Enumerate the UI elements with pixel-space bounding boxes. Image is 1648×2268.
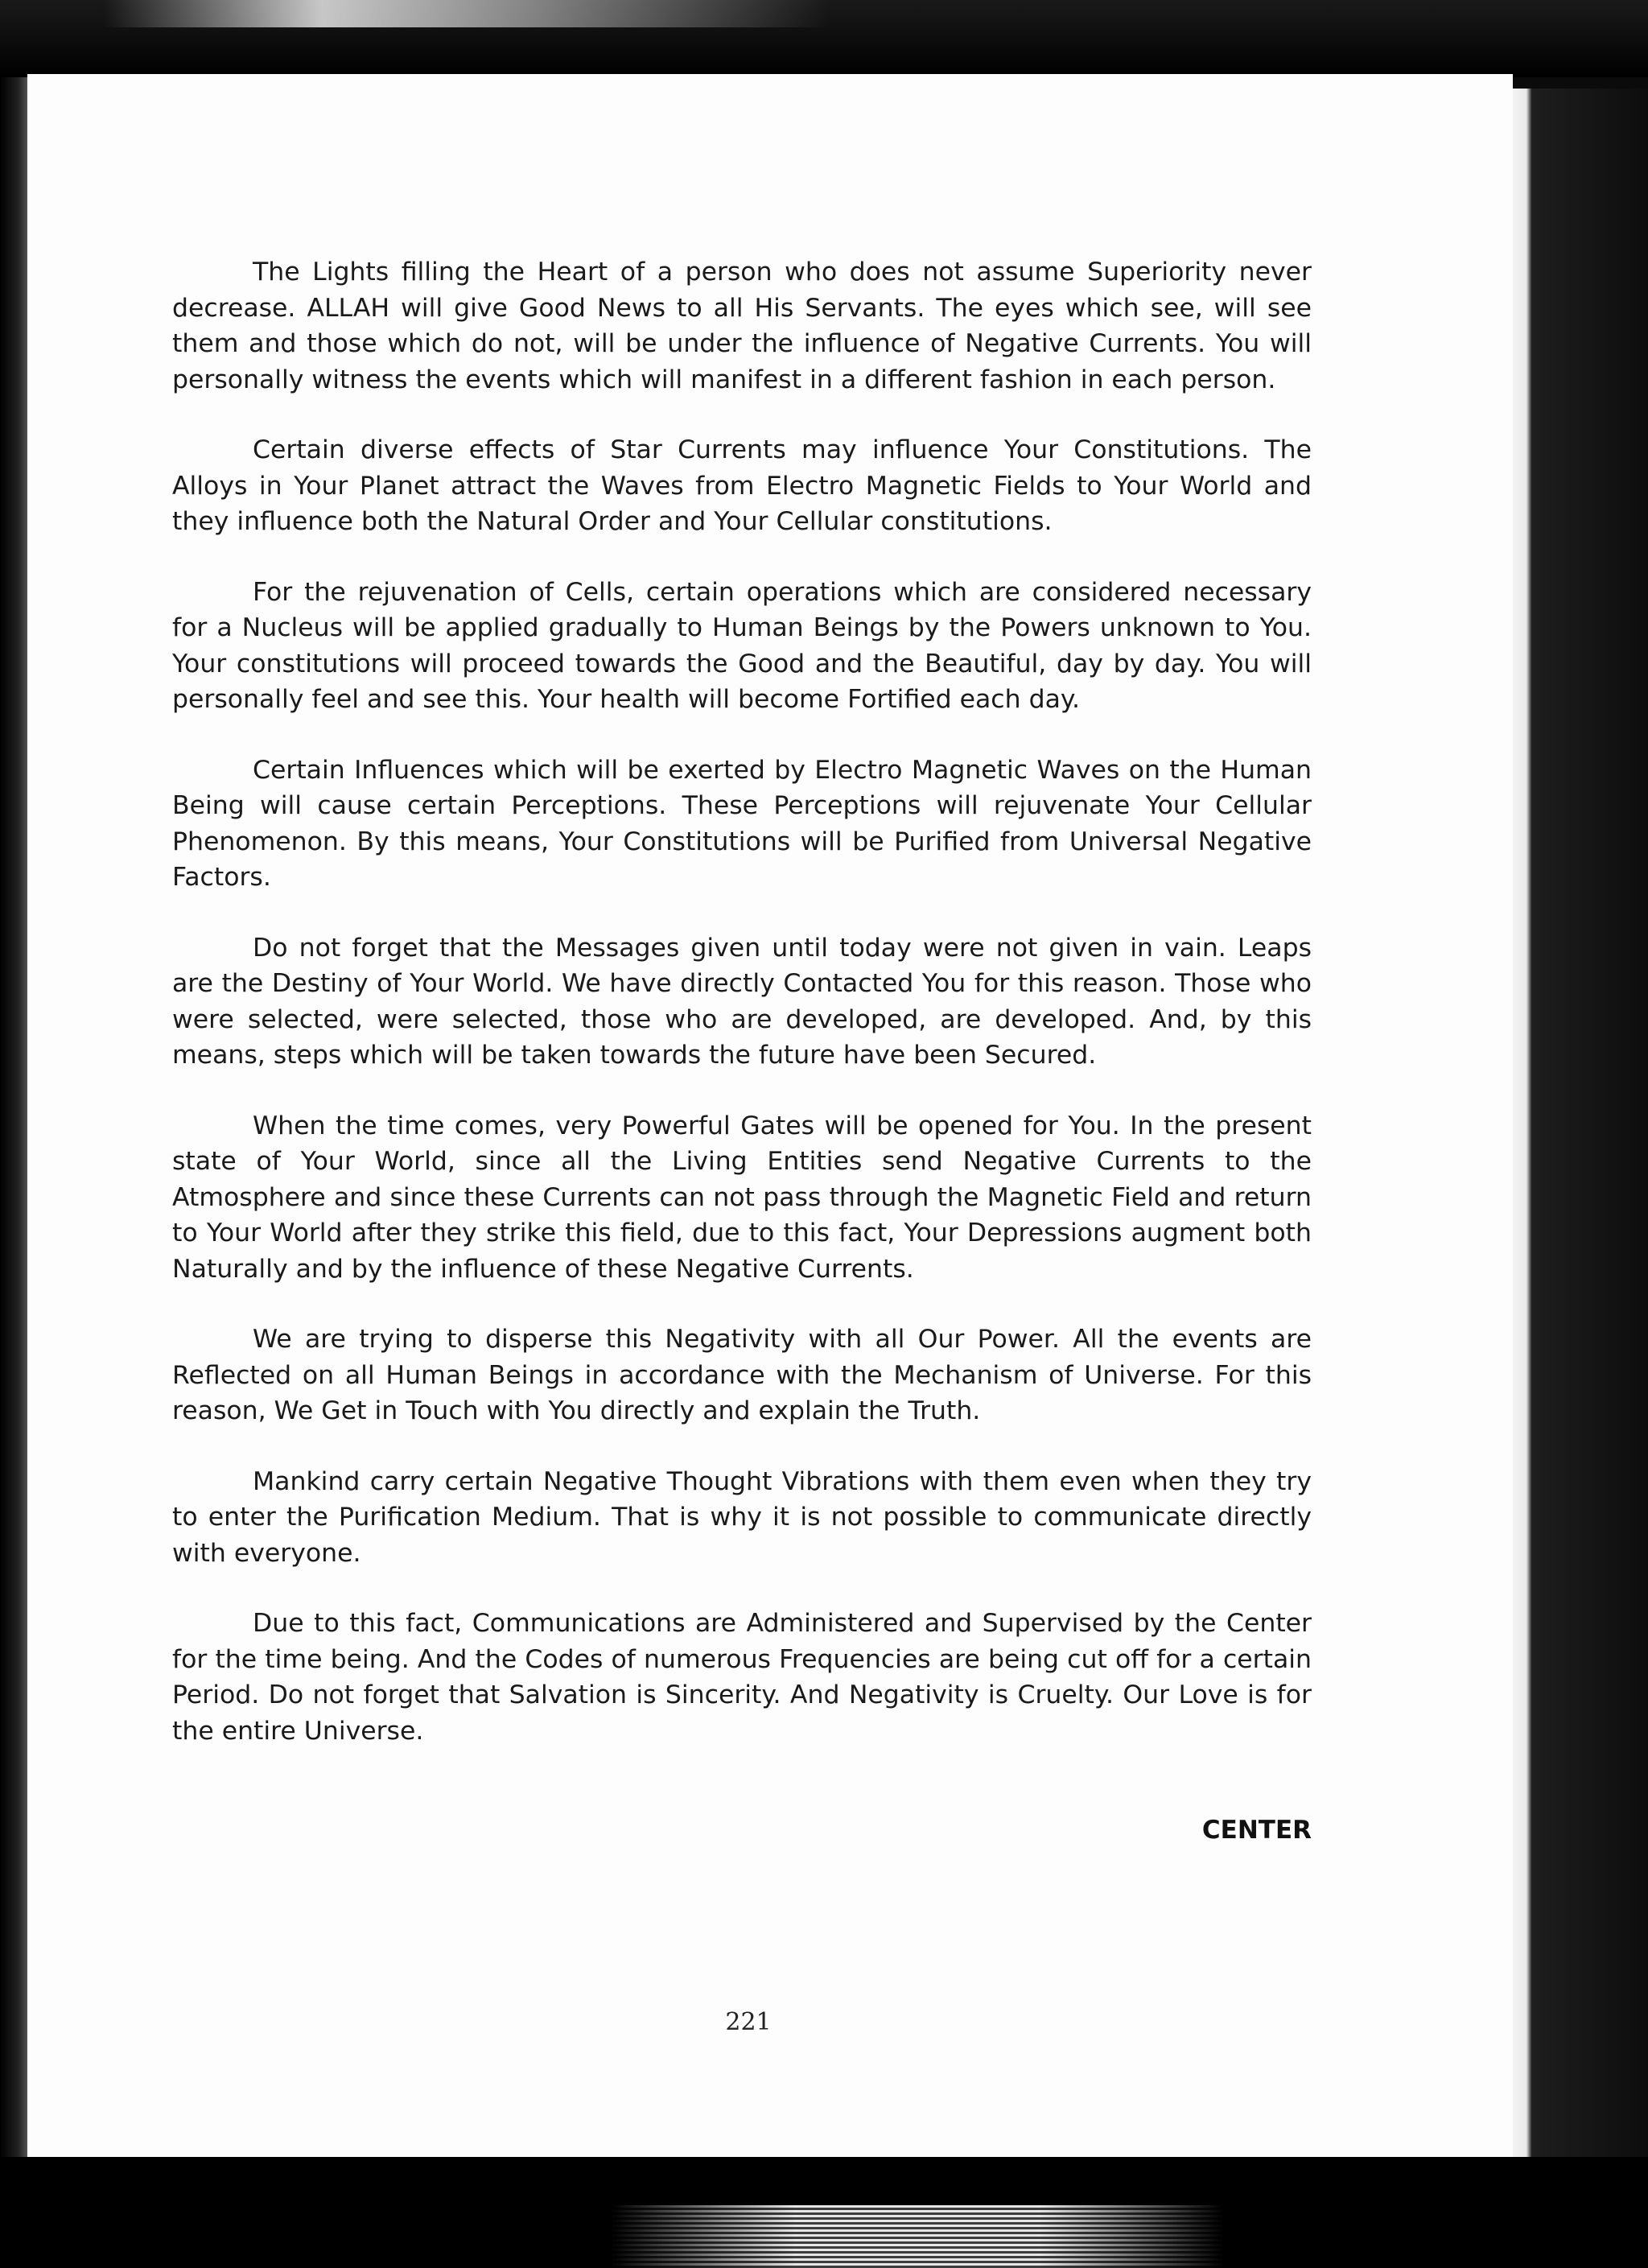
paragraph-3: For the rejuvenation of Cells, certain operations which are considered necessary for a Nucleus will be applied gradually to Human Beings by the Powers unknown to You. Your constitutions will proceed towards the Good and the Beautiful, day by day. You will personally feel and see this. Your health will become Fortified each day.	[172, 577, 1312, 714]
body-text	[172, 254, 1312, 1783]
scan-top-border	[0, 0, 1648, 77]
paragraph-8: Mankind carry certain Negative Thought Vibrations with them even when they try to enter the Purification Medium. That is why it is not possible to communicate directly with everyone.	[172, 1466, 1312, 1568]
signature: CENTER	[1201, 1816, 1312, 1845]
scan-glare-bottom	[612, 2205, 1223, 2268]
scan-bottom-border	[0, 2157, 1648, 2268]
paragraph-7: We are trying to disperse this Negativity with all Our Power. All the events are Reflected on all Human Beings in accordance with the Mechanism of Universe. For this reason, We Get in Touch with You directly and explain the Truth.	[172, 1325, 1312, 1425]
paragraph-9: Due to this fact, Communications are Administered and Supervised by the Center for the time being. And the Codes of numerous Frequencies are being cut off for a certain Period. Do not forget that Salvation is Sincerity. And Negativity is Cruelty. Our Love is for the entire Universe.	[172, 1609, 1312, 1746]
scan-glare-top	[105, 0, 829, 27]
paragraph-1: The Lights filling the Heart of a person who does not assume Superiority never decrease. ALLAH will give Good News to all His Servants. The eyes which see, will see them and those which do not, will be under the influence of Negative Currents. You will personally witness the events which will manifest in a different fashion in each person.	[172, 258, 1312, 394]
page-number: 221	[725, 2008, 772, 2036]
book-gutter-shadow	[0, 77, 31, 2162]
paragraph-4: Certain Influences which will be exerted by Electro Magnetic Waves on the Human Being will cause certain Perceptions. These Perceptions will rejuvenate Your Cellular Phenomenon. By this means, Your Constitutions will be Purified from Universal Negative Factors.	[172, 755, 1312, 892]
paragraph-2: Certain diverse effects of Star Currents may influence Your Constitutions. The Alloys in Your Planet attract the Waves from Electro Magnetic Fields to Your World and they influence both the Natural Order and Your Cellular constitutions.	[172, 435, 1312, 536]
paragraph-5: Do not forget that the Messages given until today were not given in vain. Leaps are the Destiny of Your World. We have directly Contacted You for this reason. Those who were selected, were selected, those who are developed, are developed. And, by this means, steps which will be taken towards the future have been Secured.	[172, 933, 1312, 1070]
page-edge	[1513, 89, 1648, 2157]
paragraph-6: When the time comes, very Powerful Gates will be opened for You. In the present state of Your World, since all the Living Entities send Negative Currents to the Atmosphere and since these Currents can not pass through the Magnetic Field and return to Your World after they strike this field, due to this fact, Your Depressions augment both Naturally and by the influence of these Negative Currents.	[172, 1111, 1312, 1284]
